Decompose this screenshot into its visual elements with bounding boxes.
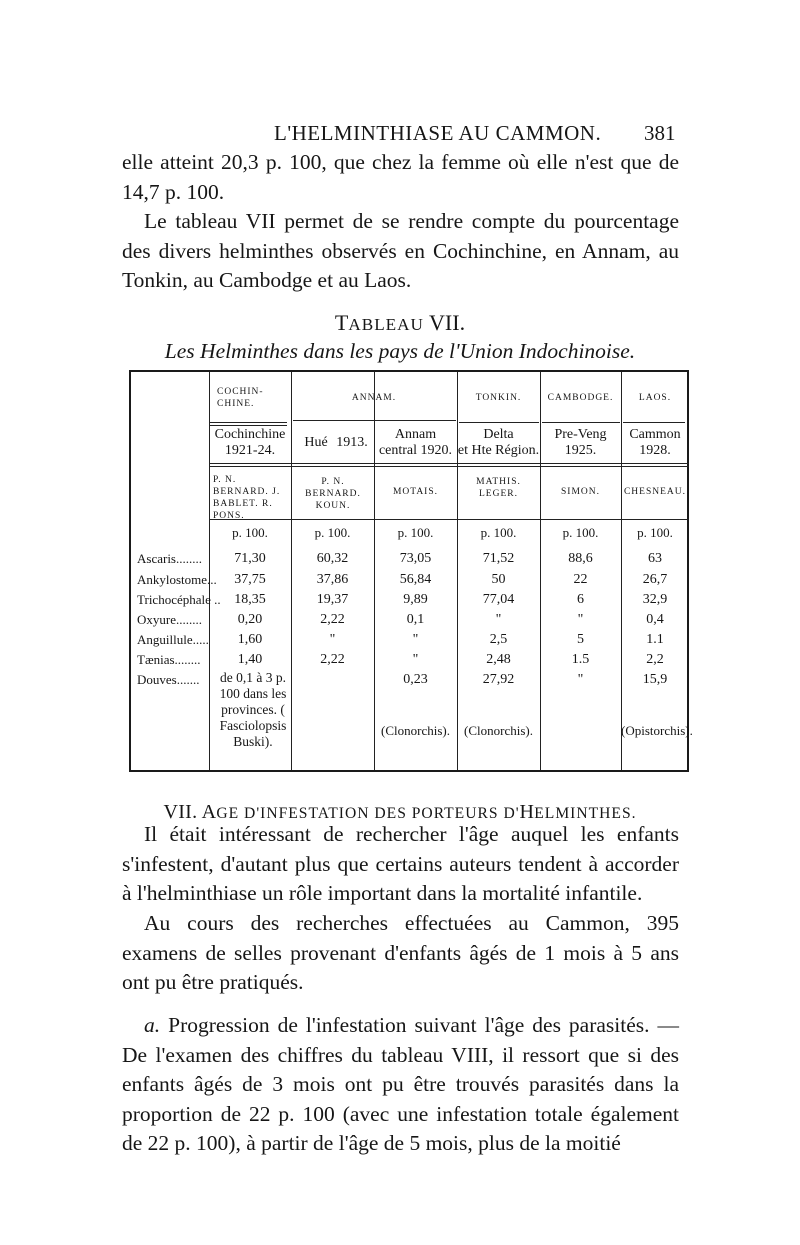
region-laos: LAOS. [638,393,672,403]
table-title [0,310,800,336]
col-place: Cochinchine [214,427,286,442]
table-cell: 0,20 [237,612,263,627]
row-label: Anguillule..... [137,632,209,647]
row-label: Trichocéphale .. [137,592,221,607]
table-cell: 22 [573,572,588,587]
unit-label: p. 100. [314,525,351,540]
genus-note: (Clonorchis). [464,723,533,738]
table-subtitle: Les Helminthes dans les pays de l'Union Indochinoise. [164,339,636,363]
header-rule [542,422,620,423]
table-cell: 88,6 [568,551,593,566]
table-cell: 2,48 [486,652,511,667]
table-cell: 63 [648,551,662,566]
table-cell: 0,4 [646,612,664,627]
unit-label: p. 100. [637,525,673,540]
body-paragraph-2: Au cours des recherches effectuées au Cammon, 395 examens de selles provenant d'enfants âgés de 1 mois à 5 ans ont pu être pratiqués. [122,911,679,994]
section-number: VII. [163,801,198,823]
table-cell: 2,22 [320,612,345,627]
table-cell: 26,7 [642,572,668,587]
table-cell: " [495,612,502,627]
header-rule [209,422,287,423]
unit-label: p. 100. [397,525,434,540]
header-rule [623,422,685,423]
col-authors: CHESNEAU. [623,487,687,497]
table-cell: 71,30 [234,551,266,566]
row-label: Ascaris........ [137,551,202,566]
col-place: Delta [483,427,514,442]
unit-label: p. 100. [232,525,268,540]
col-place: Hué [304,435,328,450]
body-paragraph-1: Il était intéressant de rechercher l'âge auquel les enfants s'infestent, d'autant plus que certains auteurs tendent à accorder à l'helminthiase un rôle important dans la mortalité infantile. [122,822,679,905]
heading-cap-h: H [519,801,535,823]
genus-note: (Clonorchis). [381,723,450,738]
col-authors: SIMON. [561,487,600,497]
header-rule [209,463,689,464]
running-title: L'HELMINTHIASE AU CAMMON. [274,121,602,145]
table-cell: 37,75 [234,572,266,587]
row-label: Ankylostome... [137,572,217,587]
row-label: Oxyure........ [137,612,202,627]
col-year: 1913. [336,435,368,450]
row-label: Douves....... [137,672,200,687]
header-rule [209,466,689,467]
table-cell: 0,23 [403,672,428,687]
col-year: 1921-24. [224,443,276,458]
table-title-number: VII. [429,310,466,335]
table-cell: " [412,652,419,667]
col-authors: P. N. BERNARD. KOUN. [305,477,361,511]
intro-paragraph-2: Le tableau VII permet de se rendre compte du pourcentage des divers helminthes observés en Cochinchine, en Annam, au Tonkin, au Cambodge et au Laos. [122,209,679,292]
col-authors: MOTAIS. [392,487,439,497]
unit-label: p. 100. [480,525,517,540]
heading-small-1: GE D'INFESTATION DES PORTEURS D' [216,805,520,822]
heading-cap-a: A [201,801,217,823]
col-place: Pre-Veng [554,427,607,442]
region-cochinchine: COCHIN-CHINE. [217,387,264,409]
table-cell: 2,5 [489,632,508,647]
region-annam: ANNAM. [351,393,397,403]
table-cell: " [412,632,419,647]
paragraph-label: a. [144,1013,161,1037]
page-number: 381 [644,121,676,145]
region-cambodge: CAMBODGE. [547,393,614,403]
table-cell: 5 [577,632,584,647]
body-paragraph-3 [122,1011,679,1159]
table-cell: 9,89 [403,592,428,607]
table-cell: " [577,672,584,687]
col-authors: P. N. BERNARD. J. BABLET. R. PONS. [213,475,281,521]
page-header [0,121,800,151]
table-cell: 71,52 [482,551,515,566]
col-authors: MATHIS. LEGER. [476,477,521,499]
table-cell: 73,05 [399,551,432,566]
col-year: 1928. [639,443,671,458]
header-rule [209,425,287,426]
table-cell: 37,86 [316,572,349,587]
col-place: Cammon [629,427,681,442]
table-title-cap: T [334,310,349,335]
col-place: Annam [394,427,437,442]
table-title-small: ABLEAU [348,315,424,334]
table-cell: 56,84 [399,572,432,587]
paragraph-text: Progression de l'infestation suivant l'âge des parasités. — De l'examen des chiffres du tableau VIII, il ressort que si des enfants âgés de 3 mois ont pu être trouvés parasités dans la proportion de 22 p. 100 (avec une infestation totale également de 22 p. 100), à partir de l'âge de 5 mois, plus de la moitié [122,1013,680,1155]
douves-note: de 0,1 à 3 p. 100 dans les provinces. ( Fasciolopsis Buski). [219,670,287,749]
table-cell: 1,60 [237,632,263,647]
table-cell: " [329,632,336,647]
table-cell: 60,32 [316,551,349,566]
table-cell: 1,40 [237,652,263,667]
table-cell: 2,2 [646,652,664,667]
table-cell: 32,9 [642,592,668,607]
table-cell: 2,22 [320,652,345,667]
table-cell: 50 [491,572,506,587]
helminth-table [129,370,693,772]
table-cell: 19,37 [316,592,349,607]
header-rule [459,422,539,423]
col-year: et Hte Région. [457,443,540,458]
table-cell: 27,92 [482,672,515,687]
col-year: 1925. [564,443,597,458]
table-cell: 18,35 [234,592,266,607]
region-tonkin: TONKIN. [475,393,522,403]
heading-small-2: ELMINTHES. [534,805,637,822]
intro-paragraph-1: elle atteint 20,3 p. 100, que chez la femme où elle n'est que de 14,7 p. 100. [122,150,679,204]
table-cell: 77,04 [482,592,515,607]
table-cell: 15,9 [642,672,668,687]
table-cell: 1.5 [571,652,590,667]
table-cell: 6 [577,592,584,607]
table-cell: 0,1 [406,612,425,627]
table-cell: " [577,612,584,627]
header-rule [293,420,456,421]
col-year: central 1920. [378,443,453,458]
row-label: Tænias........ [137,652,201,667]
unit-label: p. 100. [562,525,599,540]
table-cell: 1.1 [646,632,664,647]
genus-note: (Opistorchis). [621,723,693,738]
